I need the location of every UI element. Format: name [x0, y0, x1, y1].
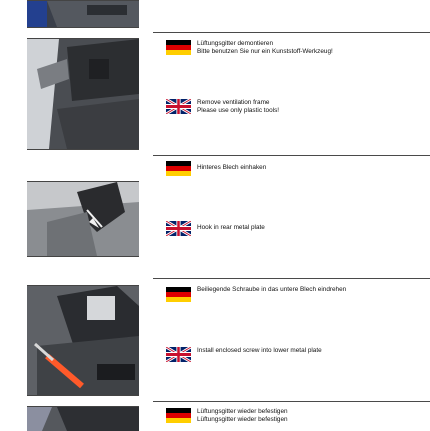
step-4-de-line-2: Lüftungsgitter wieder befestigen	[197, 415, 288, 423]
uk-flag-icon	[166, 221, 191, 236]
step-3-en-text	[197, 347, 322, 355]
photo-step-1	[27, 38, 139, 150]
german-flag-icon	[166, 161, 191, 176]
section-divider	[153, 401, 430, 402]
step-2-de-line-1: Hinteres Blech einhaken	[197, 164, 267, 171]
uk-flag-icon	[166, 99, 191, 114]
section-divider	[153, 155, 430, 156]
uk-flag-icon	[166, 347, 191, 362]
german-flag-icon	[166, 287, 191, 302]
step-2-de-text	[197, 164, 266, 172]
german-flag-icon	[166, 40, 191, 55]
german-flag-icon	[166, 408, 191, 423]
step-2-en-line-1: Hook in rear metal plate	[197, 224, 265, 231]
photo-step-3	[27, 285, 139, 396]
photo-step-2	[27, 181, 139, 257]
section-divider	[153, 278, 430, 279]
step-1-en-line-1: Remove ventilation frame	[197, 99, 270, 106]
step-4-de-line-1: Lüftungsgitter wieder befestigen	[197, 408, 288, 415]
step-4-de-text	[197, 408, 288, 423]
step-1-en-text	[197, 99, 279, 114]
step-1-en-line-2: Please use only plastic tools!	[197, 106, 280, 114]
step-3-de-line-1: Beiliegende Schraube in das untere Blech eindrehen	[197, 286, 347, 293]
step-1-de-line-1: Lüftungsgitter demontieren	[197, 40, 274, 47]
step-1-de-text	[197, 40, 333, 55]
photo-top-strip	[27, 0, 139, 28]
step-2-en-text	[197, 224, 265, 232]
step-1-de-line-2: Bitte benutzen Sie nur ein Kunststoff-Werkzeug!	[197, 47, 333, 55]
section-divider	[153, 32, 430, 33]
step-3-de-text	[197, 286, 346, 294]
step-3-en-line-1: Install enclosed screw into lower metal plate	[197, 347, 322, 354]
photo-step-4	[27, 406, 139, 431]
